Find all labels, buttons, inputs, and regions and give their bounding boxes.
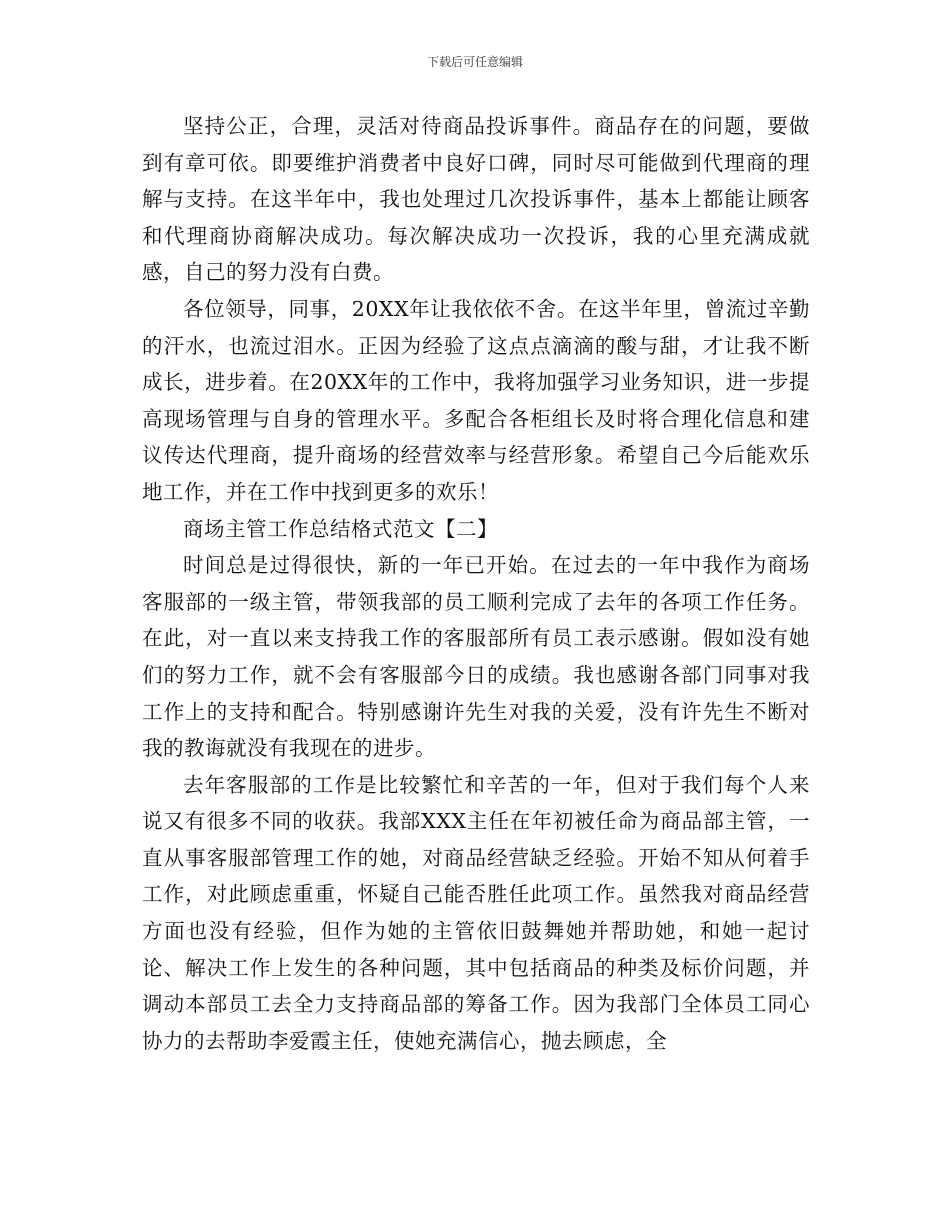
document-body (142, 108, 810, 1059)
paragraph: 去年客服部的工作是比较繁忙和辛苦的一年，但对于我们每个人来说又有很多不同的收获。我部XXX主任在年初被任命为商品部主管，一直从事客服部管理工作的她，对商品经营缺乏经验。开始不知从何着手工作，对此顾虑重重，怀疑自己能否胜任此项工作。虽然我对商品经营方面也没有经验，但作为她的主管依旧鼓舞她并帮助她，和她一起讨论、解决工作上发生的各种问题，其中包括商品的种类及标价问题，并调动本部员工去全力支持商品部的筹备工作。因为我部门全体员工同心协力的去帮助李爱霞主任，使她充满信心，抛去顾虑，全 (142, 772, 810, 1053)
paragraph: 时间总是过得很快，新的一年已开始。在过去的一年中我作为商场客服部的一级主管，带领我部的员工顺利完成了去年的各项工作任务。在此，对一直以来支持我工作的客服部所有员工表示感谢。假如没有她们的努力工作，就不会有客服部今日的成绩。我也感谢各部门同事对我工作上的支持和配合。特别感谢许先生对我的关爱，没有许先生不断对我的教诲就没有我现在的进步。 (142, 553, 810, 761)
section-heading: 商场主管工作总结格式范文【二】 (183, 516, 498, 541)
paragraph: 各位领导，同事，20XX年让我依依不舍。在这半年里，曾流过辛勤的汗水，也流过泪水。正因为经验了这点点滴滴的酸与甜，才让我不断成长，进步着。在20XX年的工作中，我将加强学习业务知识，进一步提高现场管理与自身的管理水平。多配合各柜组长及时将合理化信息和建议传达代理商，提升商场的经营效率与经营形象。希望自己今后能欢乐地工作，并在工作中找到更多的欢乐！ (142, 296, 810, 504)
page-header: 下载后可任意编辑 (426, 55, 523, 69)
paragraph: 坚持公正，合理，灵活对待商品投诉事件。商品存在的问题，要做到有章可依。即要维护消费者中良好口碑，同时尽可能做到代理商的理解与支持。在这半年中，我也处理过几次投诉事件，基本上都能让顾客和代理商协商解决成功。每次解决成功一次投诉，我的心里充满成就感，自己的努力没有白费。 (142, 114, 810, 285)
